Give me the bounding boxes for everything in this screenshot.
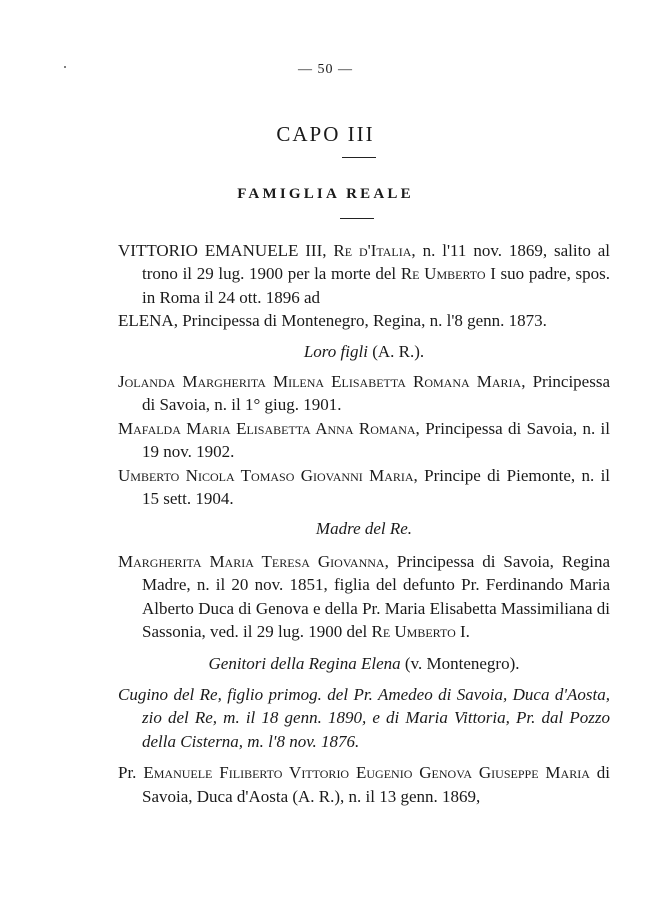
mother-name: Margherita Maria Teresa Giovanna, (118, 551, 389, 571)
entry-child (118, 417, 610, 464)
king-text-1: n. l'11 nov. 1869, salito al trono il 29 lug. 1900 per la morte del (142, 241, 611, 284)
child-text: Principessa di Savoia, n. il 1° giug. 1901. (142, 372, 611, 415)
entry-mother (118, 550, 610, 644)
parents-heading-italic: Genitori della Regina Elena (208, 653, 401, 673)
child-text: Principe di Piemonte, n. il 15 sett. 1904. (142, 465, 611, 509)
divider-rule (340, 218, 374, 219)
emanuele-prefix: Pr. (118, 763, 137, 783)
parents-heading-tail: (v. Montenegro). (404, 653, 520, 673)
child-name: Umberto Nicola Tomaso Giovanni Maria, (118, 465, 418, 485)
entry-child (118, 464, 610, 511)
mother-text-2: I. (460, 622, 470, 642)
page-number: — 50 — (298, 62, 353, 77)
entry-cousin (118, 683, 610, 753)
child-name: Mafalda Maria Elisabetta Anna Romana, (118, 418, 420, 438)
king-text-2: I suo padre, spos. in Roma il 24 ott. 1896 ad (142, 264, 611, 307)
child-name: Jolanda Margherita Milena Elisabetta Romana Maria, (118, 372, 526, 392)
entry-king (118, 239, 610, 309)
section-heading: FAMIGLIA REALE (237, 186, 414, 202)
emanuele-text: di Savoia, Duca d'Aosta (A. R.), n. il 13 genn. 1869, (142, 763, 611, 806)
divider-rule (342, 157, 376, 158)
king-title: Re d'Italia, (333, 241, 416, 260)
queen-text: ELENA, Principessa di Montenegro, Regina, n. l'8 genn. 1873. (118, 311, 547, 331)
child-text: Principessa di Savoia, n. il 19 nov. 1902. (142, 418, 611, 462)
children-heading-tail: (A. R.). (372, 341, 425, 361)
cousin-text: Cugino del Re, figlio primog. del Pr. Amedeo di Savoia, Duca d'Aosta, zio del Re, m. il 18 genn. 1890, e di Maria Vittoria, Pr. dal Pozzo della Cisterna, m. l'8 nov. 1876. (118, 684, 610, 751)
king-name: VITTORIO EMANUELE III, (118, 241, 327, 260)
chapter-heading: CAPO III (276, 122, 375, 146)
parents-heading (118, 652, 610, 675)
children-heading (118, 340, 610, 363)
entry-queen (118, 309, 610, 332)
mother-text-1: Principessa di Savoia, Regina Madre, n. il 20 nov. 1851, figlia del defunto Pr. Ferdinando Maria Alberto Duca di Genova e della Pr. Maria Elisabetta Massimiliana di Sassonia, ved. il 29 lug. 1900 del (142, 551, 611, 642)
emanuele-name: Emanuele Filiberto Vittorio Eugenio Genova Giuseppe Maria (143, 763, 590, 783)
entry-emanuele (118, 761, 610, 808)
mother-heading: Madre del Re. (315, 519, 413, 539)
page-body (118, 239, 610, 808)
children-heading-italic: Loro figli (303, 341, 368, 361)
mother-husband: Re Umberto (371, 622, 456, 642)
king-father: Re Umberto (400, 264, 486, 284)
entry-child (118, 370, 610, 417)
